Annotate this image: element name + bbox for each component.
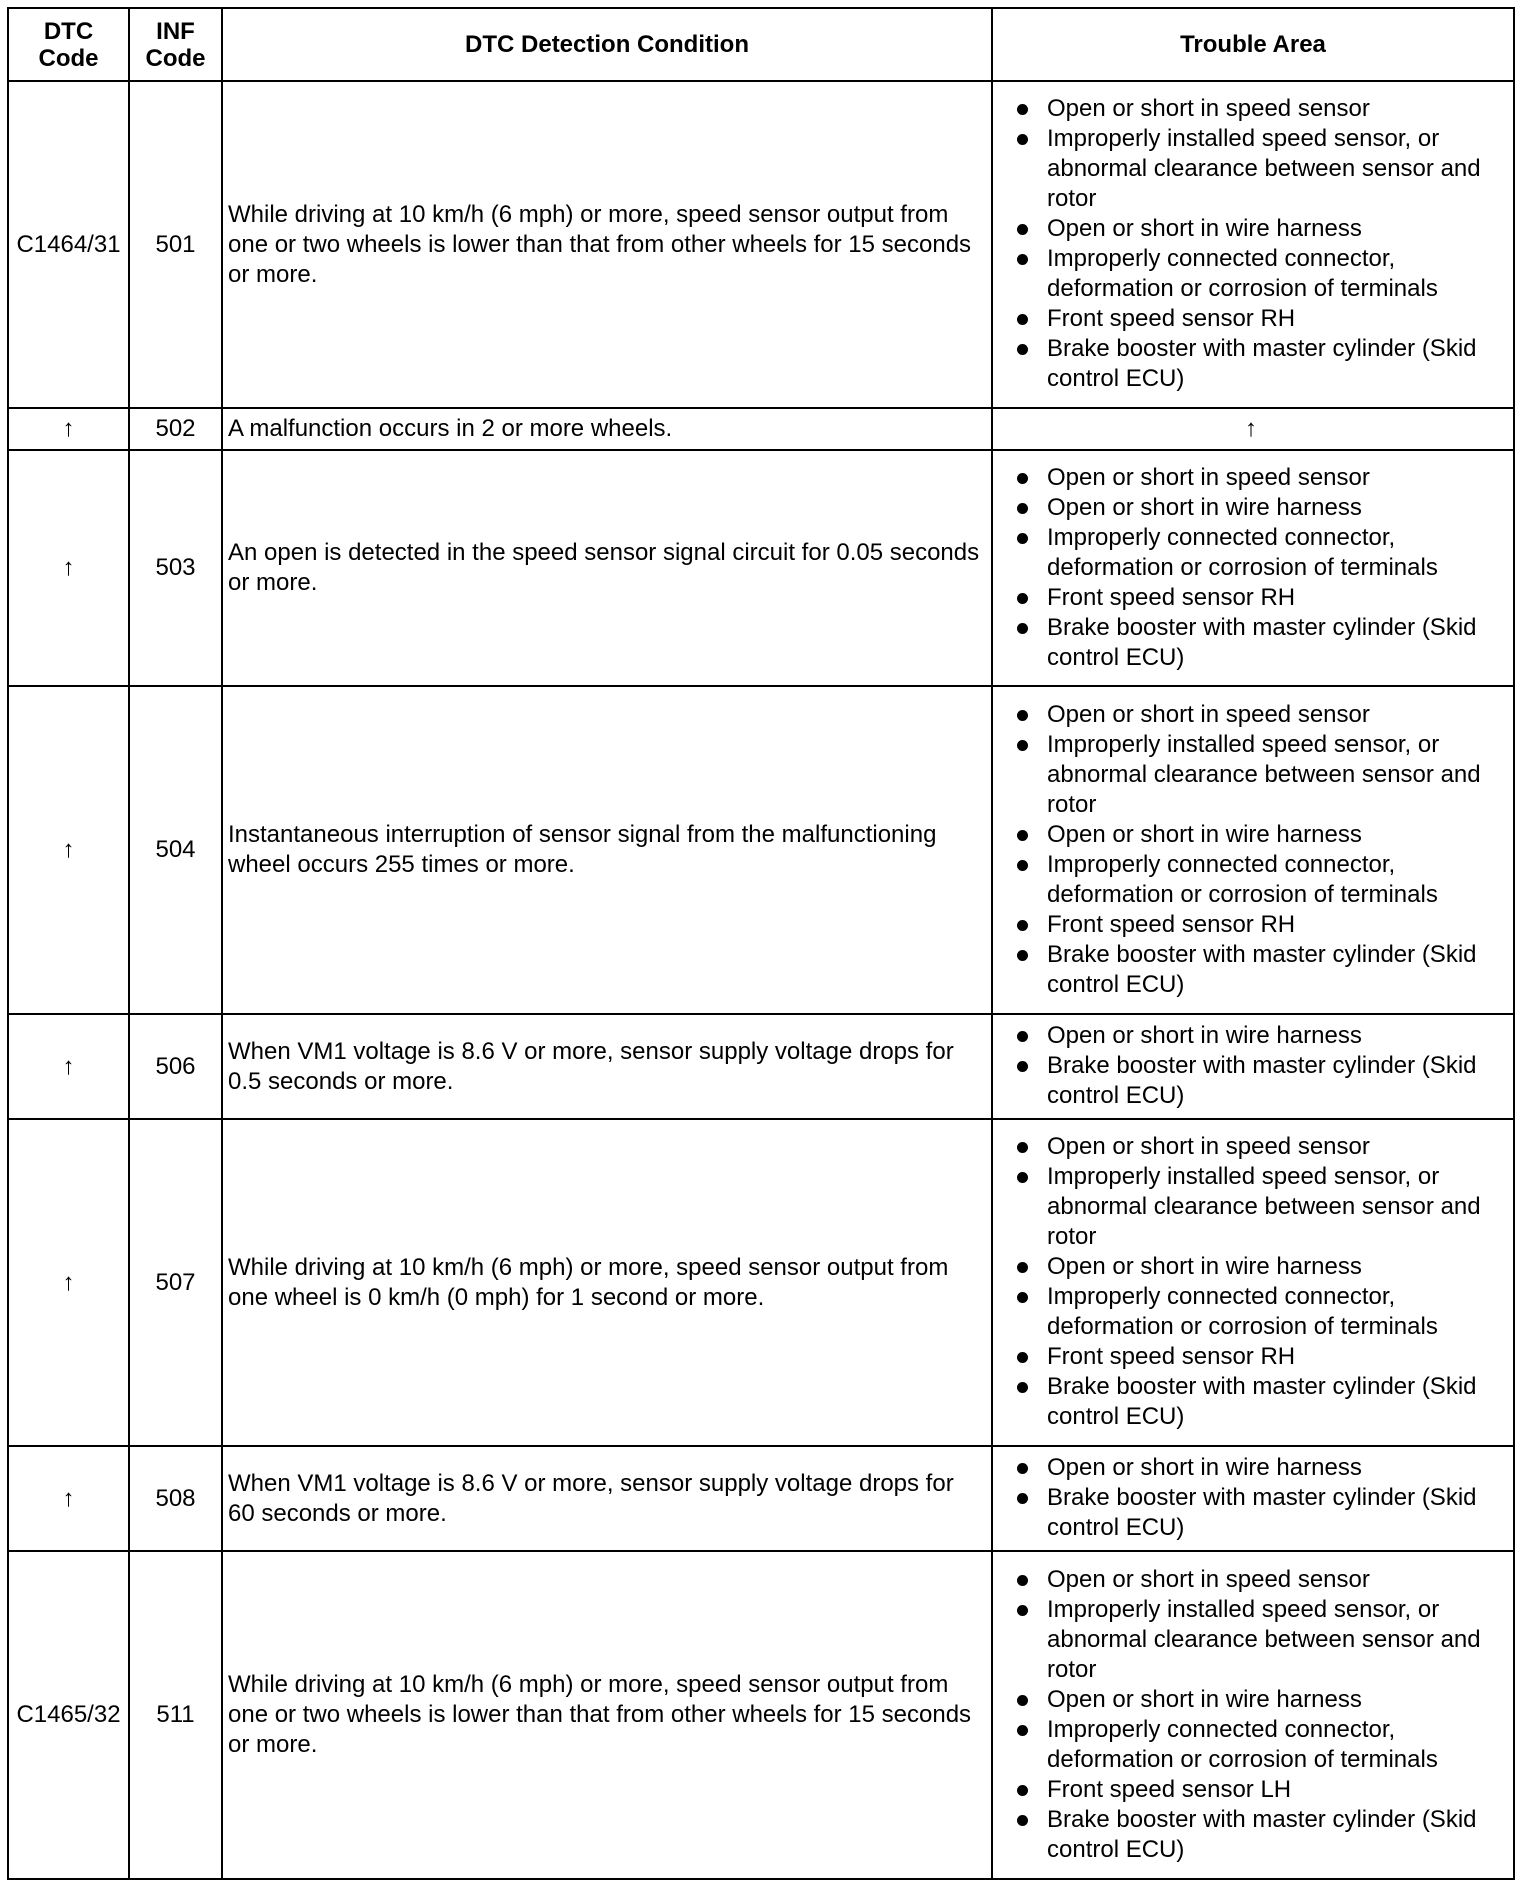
detection-condition-cell: Instantaneous interruption of sensor signal from the malfunctioning wheel occurs 255 times or more.: [222, 686, 992, 1014]
trouble-area-item: Front speed sensor RH: [993, 583, 1509, 613]
trouble-area-item: Improperly connected connector, deformation or corrosion of terminals: [993, 1715, 1509, 1775]
detection-condition-cell: While driving at 10 km/h (6 mph) or more, speed sensor output from one or two wheels is lower than that from other wheels for 15 seconds or more.: [222, 81, 992, 408]
trouble-area-list: [993, 1453, 1509, 1543]
table-row: [8, 686, 1514, 1014]
trouble-area-item: Front speed sensor LH: [993, 1775, 1509, 1805]
dtc-code-cell: ↑: [8, 1446, 129, 1551]
trouble-area-item: Brake booster with master cylinder (Skid control ECU): [993, 940, 1509, 1000]
trouble-area-item: Improperly connected connector, deformation or corrosion of terminals: [993, 244, 1509, 304]
inf-code-cell: 504: [129, 686, 222, 1014]
trouble-area-item: Brake booster with master cylinder (Skid control ECU): [993, 334, 1509, 394]
trouble-area-item: Improperly installed speed sensor, or abnormal clearance between sensor and rotor: [993, 1595, 1509, 1685]
trouble-area-list: [993, 1565, 1509, 1865]
inf-code-cell: 503: [129, 450, 222, 686]
trouble-area-item: Open or short in speed sensor: [993, 463, 1509, 493]
detection-condition-cell: While driving at 10 km/h (6 mph) or more, speed sensor output from one or two wheels is lower than that from other wheels for 15 seconds or more.: [222, 1551, 992, 1879]
table-row: [8, 450, 1514, 686]
dtc-code-cell: ↑: [8, 1014, 129, 1119]
table-row: [8, 1446, 1514, 1551]
trouble-area-cell: [992, 1014, 1514, 1119]
table-row: [8, 81, 1514, 408]
dtc-code-cell: C1465/32: [8, 1551, 129, 1879]
trouble-area-item: Open or short in speed sensor: [993, 1132, 1509, 1162]
detection-condition-cell: When VM1 voltage is 8.6 V or more, sensor supply voltage drops for 60 seconds or more.: [222, 1446, 992, 1551]
table-row: [8, 1551, 1514, 1879]
trouble-area-cell: [992, 81, 1514, 408]
detection-condition-cell: While driving at 10 km/h (6 mph) or more, speed sensor output from one wheel is 0 km/h (0 mph) for 1 second or more.: [222, 1119, 992, 1446]
detection-condition-cell: An open is detected in the speed sensor signal circuit for 0.05 seconds or more.: [222, 450, 992, 686]
inf-code-cell: 508: [129, 1446, 222, 1551]
trouble-area-item: Improperly connected connector, deformation or corrosion of terminals: [993, 1282, 1509, 1342]
trouble-area-item: Improperly connected connector, deformation or corrosion of terminals: [993, 523, 1509, 583]
dtc-code-cell: ↑: [8, 1119, 129, 1446]
header-trouble-area: Trouble Area: [992, 8, 1514, 81]
trouble-area-list: [993, 463, 1509, 673]
trouble-area-item: Brake booster with master cylinder (Skid control ECU): [993, 613, 1509, 673]
trouble-area-cell: [992, 1119, 1514, 1446]
trouble-area-item: Open or short in wire harness: [993, 493, 1509, 523]
trouble-area-item: Brake booster with master cylinder (Skid control ECU): [993, 1483, 1509, 1543]
trouble-area-item: Brake booster with master cylinder (Skid control ECU): [993, 1805, 1509, 1865]
trouble-area-cell: ↑: [992, 408, 1514, 450]
dtc-code-cell: ↑: [8, 686, 129, 1014]
trouble-area-cell: [992, 1551, 1514, 1879]
trouble-area-item: Open or short in wire harness: [993, 1021, 1509, 1051]
inf-code-cell: 501: [129, 81, 222, 408]
header-dtc-code: DTC Code: [8, 8, 129, 81]
table-header-row: [8, 8, 1514, 81]
trouble-area-item: Improperly installed speed sensor, or abnormal clearance between sensor and rotor: [993, 124, 1509, 214]
trouble-area-item: Open or short in speed sensor: [993, 1565, 1509, 1595]
trouble-area-item: Improperly connected connector, deformation or corrosion of terminals: [993, 850, 1509, 910]
trouble-area-list: [993, 1021, 1509, 1111]
inf-code-cell: 502: [129, 408, 222, 450]
trouble-area-item: Brake booster with master cylinder (Skid control ECU): [993, 1372, 1509, 1432]
trouble-area-cell: [992, 1446, 1514, 1551]
trouble-area-item: Open or short in speed sensor: [993, 94, 1509, 124]
table-row: [8, 1119, 1514, 1446]
detection-condition-cell: A malfunction occurs in 2 or more wheels.: [222, 408, 992, 450]
inf-code-cell: 507: [129, 1119, 222, 1446]
trouble-area-item: Open or short in wire harness: [993, 1453, 1509, 1483]
trouble-area-cell: [992, 686, 1514, 1014]
trouble-area-item: Open or short in wire harness: [993, 214, 1509, 244]
trouble-area-item: Open or short in speed sensor: [993, 700, 1509, 730]
table-row: [8, 1014, 1514, 1119]
trouble-area-list: [993, 94, 1509, 394]
trouble-area-item: Improperly installed speed sensor, or abnormal clearance between sensor and rotor: [993, 730, 1509, 820]
trouble-area-item: Front speed sensor RH: [993, 1342, 1509, 1372]
table-row: [8, 408, 1514, 450]
trouble-area-item: Brake booster with master cylinder (Skid control ECU): [993, 1051, 1509, 1111]
inf-code-cell: 506: [129, 1014, 222, 1119]
trouble-area-cell: [992, 450, 1514, 686]
dtc-code-cell: ↑: [8, 450, 129, 686]
trouble-area-list: [993, 1132, 1509, 1432]
dtc-code-cell: ↑: [8, 408, 129, 450]
header-detection-condition: DTC Detection Condition: [222, 8, 992, 81]
header-inf-code: INF Code: [129, 8, 222, 81]
dtc-code-cell: C1464/31: [8, 81, 129, 408]
trouble-area-item: Front speed sensor RH: [993, 910, 1509, 940]
dtc-table: [7, 7, 1515, 1880]
trouble-area-item: Front speed sensor RH: [993, 304, 1509, 334]
trouble-area-item: Open or short in wire harness: [993, 1685, 1509, 1715]
trouble-area-list: [993, 700, 1509, 1000]
trouble-area-item: Open or short in wire harness: [993, 1252, 1509, 1282]
trouble-area-item: Open or short in wire harness: [993, 820, 1509, 850]
trouble-area-item: Improperly installed speed sensor, or abnormal clearance between sensor and rotor: [993, 1162, 1509, 1252]
inf-code-cell: 511: [129, 1551, 222, 1879]
detection-condition-cell: When VM1 voltage is 8.6 V or more, sensor supply voltage drops for 0.5 seconds or more.: [222, 1014, 992, 1119]
